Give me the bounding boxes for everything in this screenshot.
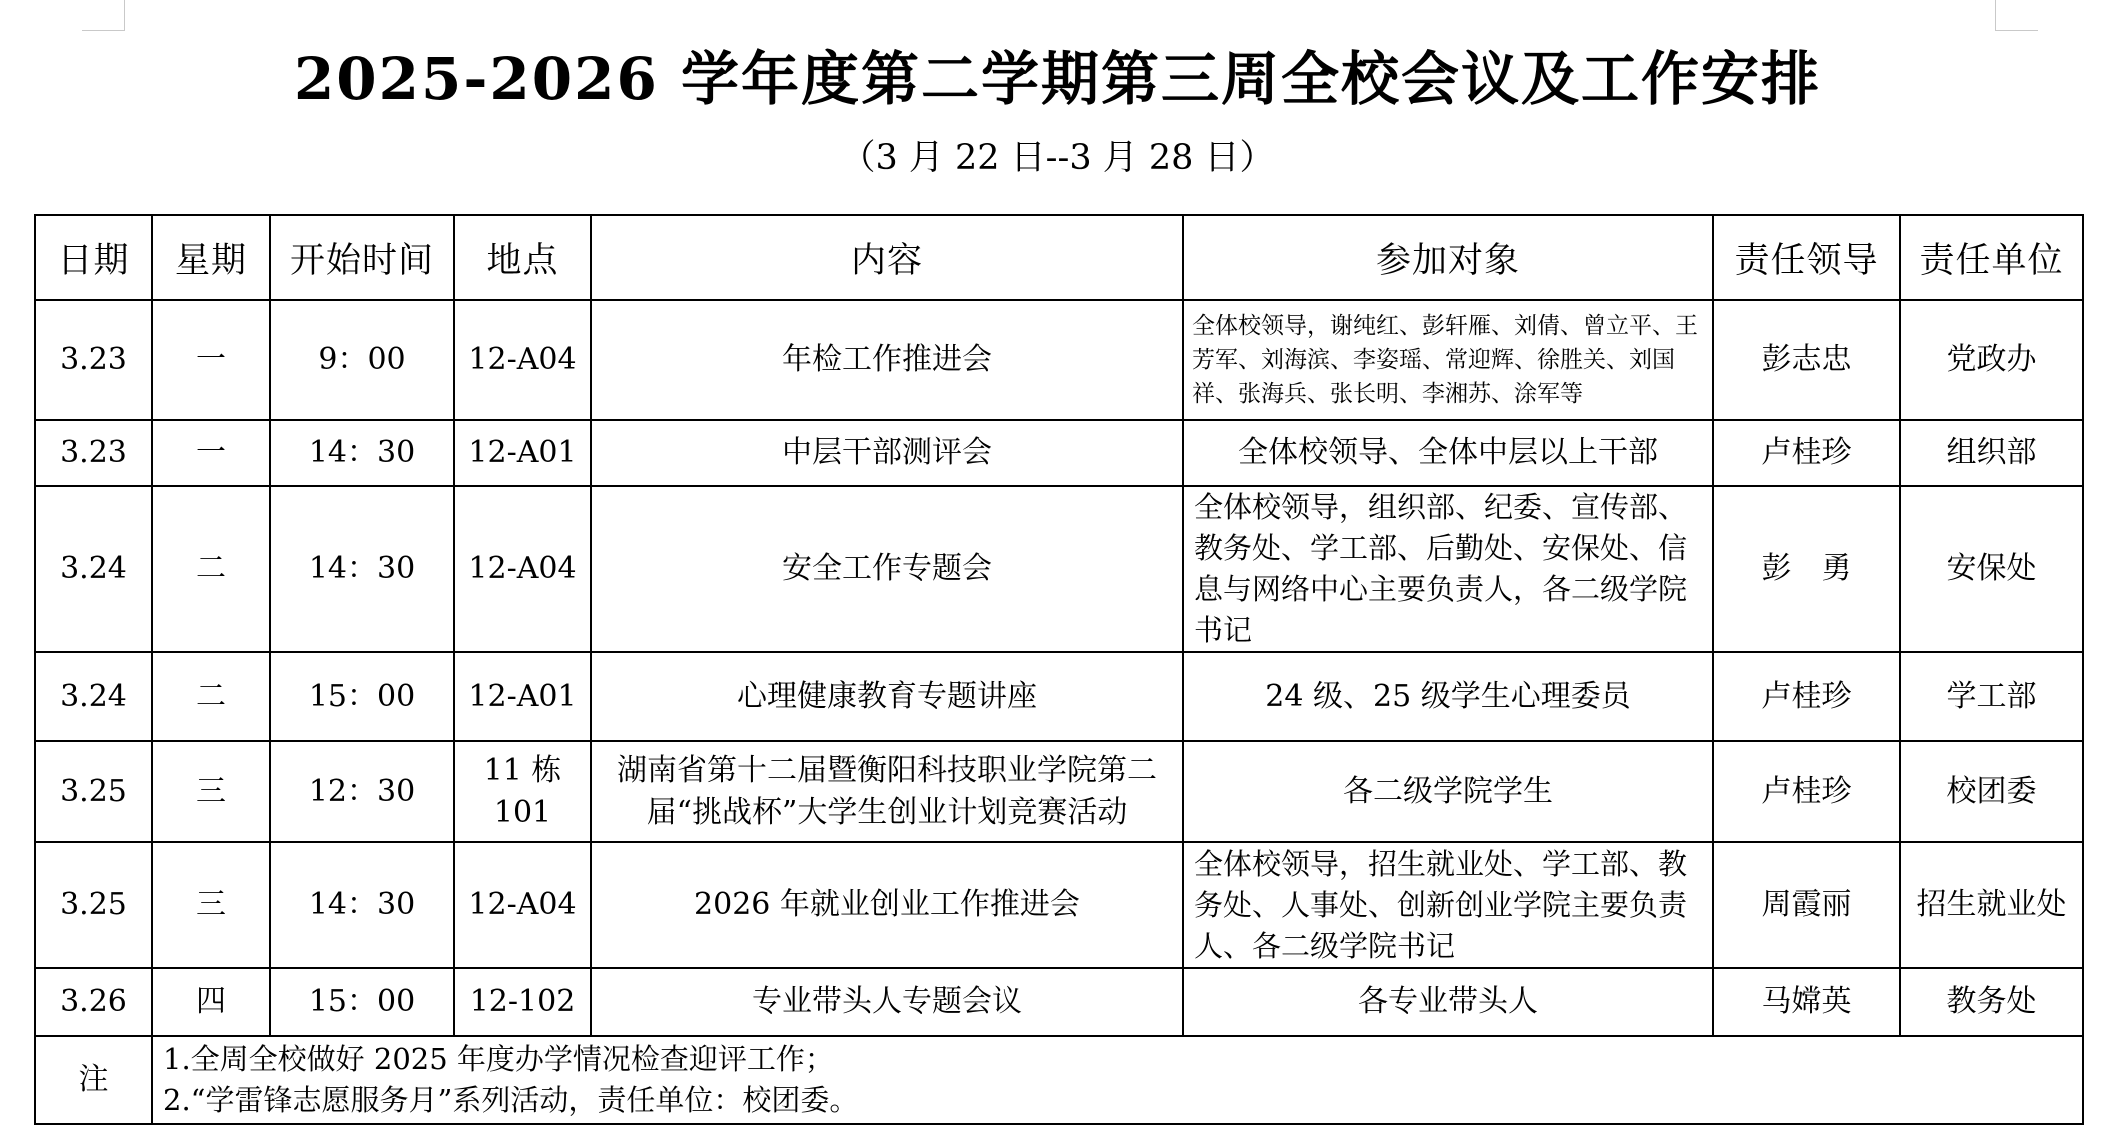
notes-row bbox=[35, 1036, 2083, 1124]
page-corner-mark-left bbox=[82, 0, 125, 31]
cell-weekday: 三 bbox=[152, 741, 270, 842]
page-corner-mark-right bbox=[1995, 0, 2038, 31]
cell-unit: 招生就业处 bbox=[1900, 842, 2083, 968]
cell-unit: 学工部 bbox=[1900, 652, 2083, 741]
cell-weekday: 一 bbox=[152, 420, 270, 486]
cell-participants: 各二级学院学生 bbox=[1183, 741, 1713, 842]
cell-leader: 周霞丽 bbox=[1713, 842, 1900, 968]
cell-location: 11 栋101 bbox=[454, 741, 591, 842]
header-date: 日期 bbox=[35, 215, 152, 300]
header-content: 内容 bbox=[591, 215, 1183, 300]
cell-weekday: 三 bbox=[152, 842, 270, 968]
table-row bbox=[35, 842, 2083, 968]
cell-unit: 教务处 bbox=[1900, 968, 2083, 1036]
cell-start-time: 15：00 bbox=[270, 968, 454, 1036]
cell-content: 年检工作推进会 bbox=[591, 300, 1183, 420]
document-subtitle: （3 月 22 日--3 月 28 日） bbox=[840, 138, 1275, 178]
table-row bbox=[35, 741, 2083, 842]
cell-leader: 彭 勇 bbox=[1713, 486, 1900, 652]
cell-start-time: 12：30 bbox=[270, 741, 454, 842]
schedule-table bbox=[34, 214, 2084, 1125]
header-start-time: 开始时间 bbox=[270, 215, 454, 300]
cell-start-time: 15：00 bbox=[270, 652, 454, 741]
cell-participants: 全体校领导、全体中层以上干部 bbox=[1183, 420, 1713, 486]
cell-unit: 校团委 bbox=[1900, 741, 2083, 842]
table-row bbox=[35, 652, 2083, 741]
cell-location: 12-A04 bbox=[454, 300, 591, 420]
cell-leader: 卢桂珍 bbox=[1713, 652, 1900, 741]
cell-location: 12-102 bbox=[454, 968, 591, 1036]
cell-participants: 24 级、25 级学生心理委员 bbox=[1183, 652, 1713, 741]
cell-weekday: 二 bbox=[152, 652, 270, 741]
cell-start-time: 14：30 bbox=[270, 486, 454, 652]
table-row bbox=[35, 300, 2083, 420]
cell-participants: 全体校领导，谢纯红、彭轩雁、刘倩、曾立平、王芳军、刘海滨、李姿瑶、常迎辉、徐胜关、刘国祥、张海兵、张长明、李湘苏、涂军等 bbox=[1183, 300, 1713, 420]
cell-content: 湖南省第十二届暨衡阳科技职业学院第二届“挑战杯”大学生创业计划竞赛活动 bbox=[591, 741, 1183, 842]
cell-date: 3.25 bbox=[35, 741, 152, 842]
cell-location: 12-A01 bbox=[454, 652, 591, 741]
cell-unit: 党政办 bbox=[1900, 300, 2083, 420]
header-location: 地点 bbox=[454, 215, 591, 300]
cell-start-time: 14：30 bbox=[270, 420, 454, 486]
cell-unit: 组织部 bbox=[1900, 420, 2083, 486]
cell-participants: 全体校领导，招生就业处、学工部、教务处、人事处、创新创业学院主要负责人、各二级学院书记 bbox=[1183, 842, 1713, 968]
cell-weekday: 二 bbox=[152, 486, 270, 652]
table-row bbox=[35, 486, 2083, 652]
cell-leader: 卢桂珍 bbox=[1713, 420, 1900, 486]
cell-location: 12-A01 bbox=[454, 420, 591, 486]
cell-date: 3.26 bbox=[35, 968, 152, 1036]
notes-cell bbox=[152, 1036, 2083, 1124]
cell-weekday: 一 bbox=[152, 300, 270, 420]
cell-leader: 卢桂珍 bbox=[1713, 741, 1900, 842]
cell-content: 心理健康教育专题讲座 bbox=[591, 652, 1183, 741]
cell-content: 安全工作专题会 bbox=[591, 486, 1183, 652]
cell-participants: 各专业带头人 bbox=[1183, 968, 1713, 1036]
header-unit: 责任单位 bbox=[1900, 215, 2083, 300]
header-participants: 参加对象 bbox=[1183, 215, 1713, 300]
cell-date: 3.24 bbox=[35, 652, 152, 741]
header-weekday: 星期 bbox=[152, 215, 270, 300]
cell-participants: 全体校领导，组织部、纪委、宣传部、教务处、学工部、后勤处、安保处、信息与网络中心主要负责人，各二级学院书记 bbox=[1183, 486, 1713, 652]
cell-content: 中层干部测评会 bbox=[591, 420, 1183, 486]
cell-start-time: 14：30 bbox=[270, 842, 454, 968]
cell-weekday: 四 bbox=[152, 968, 270, 1036]
table-row bbox=[35, 968, 2083, 1036]
cell-location: 12-A04 bbox=[454, 842, 591, 968]
note-item: 1.全周全校做好 2025 年度办学情况检查迎评工作； bbox=[163, 1042, 834, 1076]
cell-date: 3.23 bbox=[35, 300, 152, 420]
cell-date: 3.23 bbox=[35, 420, 152, 486]
note-item: 2.“学雷锋志愿服务月”系列活动，责任单位：校团委。 bbox=[163, 1083, 859, 1117]
cell-content: 专业带头人专题会议 bbox=[591, 968, 1183, 1036]
cell-location: 12-A04 bbox=[454, 486, 591, 652]
document-title: 2025-2026 学年度第二学期第三周全校会议及工作安排 bbox=[293, 45, 1822, 113]
cell-date: 3.25 bbox=[35, 842, 152, 968]
cell-leader: 马嫦英 bbox=[1713, 968, 1900, 1036]
cell-date: 3.24 bbox=[35, 486, 152, 652]
cell-start-time: 9：00 bbox=[270, 300, 454, 420]
table-row bbox=[35, 420, 2083, 486]
header-leader: 责任领导 bbox=[1713, 215, 1900, 300]
cell-leader: 彭志忠 bbox=[1713, 300, 1900, 420]
notes-label: 注 bbox=[35, 1036, 152, 1124]
cell-unit: 安保处 bbox=[1900, 486, 2083, 652]
header-row bbox=[35, 215, 2083, 300]
cell-content: 2026 年就业创业工作推进会 bbox=[591, 842, 1183, 968]
